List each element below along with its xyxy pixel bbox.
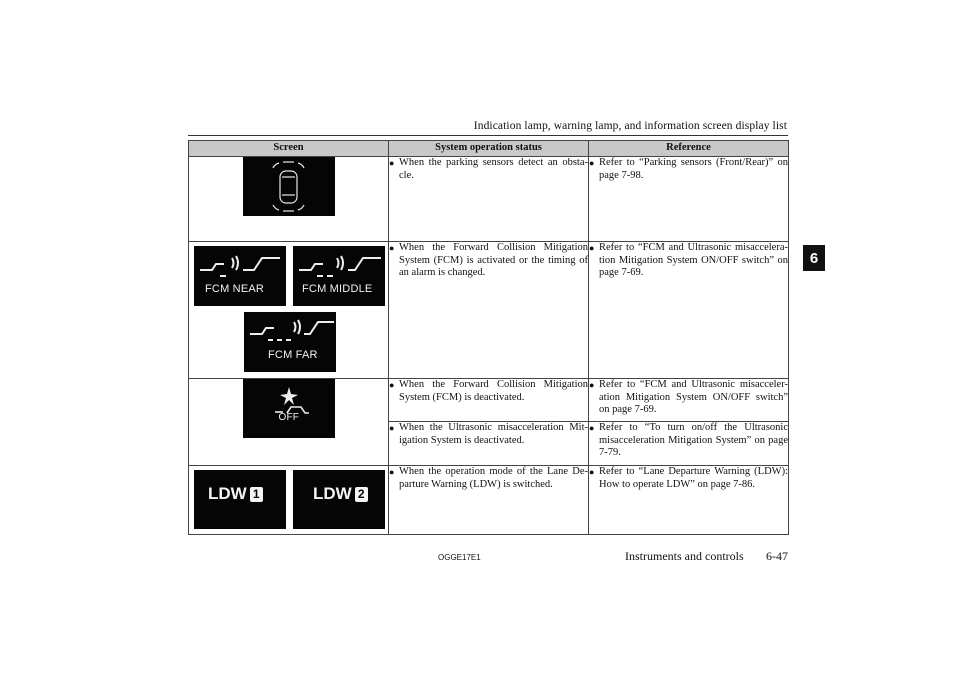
fcm-far-icon [244, 312, 336, 352]
reference-text-fcm-off: Refer to “FCM and Ultrasonic misacceler-ation Mitigation System ON/OFF switch” on page 7-69. [599, 379, 788, 415]
bullet-icon: ● [389, 243, 395, 253]
header-status: System operation status [389, 141, 589, 157]
ldw-mode1-display [194, 470, 286, 529]
bullet-icon: ● [389, 380, 395, 390]
fcm-middle-display [293, 246, 385, 306]
footer-section-title: Instruments and controls [625, 549, 744, 563]
status-text-ultrasonic: When the Ultrasonic misacceleration Mit-igation System is deactivated. [399, 422, 588, 446]
running-head: Indication lamp, warning lamp, and information screen display list [473, 120, 787, 132]
parking-sensor-display [243, 157, 335, 216]
fcm-near-icon [194, 246, 286, 286]
reference-text-ldw: Refer to “Lane Departure Warning (LDW): How to operate LDW” on page 7-86. [599, 466, 788, 490]
screen-cell-fcm-off [189, 379, 389, 466]
reference-cell-fcm [589, 242, 789, 379]
fcm-middle-label: FCM MIDDLE [302, 283, 373, 295]
ldw-mode2-label [313, 484, 368, 504]
page-number: 6-47 [766, 549, 788, 563]
header-rule [188, 135, 788, 136]
screen-cell-ldw [189, 466, 389, 535]
header-screen: Screen [189, 141, 389, 157]
bullet-icon: ● [589, 423, 595, 433]
table-row-fcm-off [189, 379, 789, 422]
bullet-icon: ● [389, 423, 395, 433]
bullet-icon: ● [589, 243, 595, 253]
table-row-ldw [189, 466, 789, 535]
reference-cell-ldw [589, 466, 789, 535]
fcm-off-label: OFF [278, 412, 300, 423]
fcm-near-display [194, 246, 286, 306]
table-row-fcm [189, 242, 789, 379]
ldw-mode1-text: LDW [208, 484, 247, 504]
fcm-middle-icon [293, 246, 385, 286]
status-text-fcm: When the Forward Collision Mitigation System (FCM) is activated or the timing of an alarm is changed. [399, 242, 588, 278]
status-cell-ultrasonic [389, 422, 589, 466]
bullet-icon: ● [589, 380, 595, 390]
table-row-parking [189, 157, 789, 242]
ldw-mode1-label [208, 484, 263, 504]
status-cell-fcm [389, 242, 589, 379]
screen-cell-parking [189, 157, 389, 242]
reference-cell-ultrasonic [589, 422, 789, 466]
ldw-mode2-display [293, 470, 385, 529]
chapter-tab: 6 [803, 245, 825, 271]
reference-cell-fcm-off [589, 379, 789, 422]
parking-sensor-icon [243, 157, 335, 216]
ldw-mode2-text: LDW [313, 484, 352, 504]
ldw-mode1-number: 1 [250, 487, 263, 502]
display-list-table [188, 140, 789, 535]
reference-text-ultrasonic: Refer to “To turn on/off the Ultrasonic misacceleration Mitigation System” on page 7-79. [599, 422, 788, 458]
reference-cell-parking [589, 157, 789, 242]
status-cell-fcm-off [389, 379, 589, 422]
fcm-near-label: FCM NEAR [205, 283, 265, 295]
fcm-off-display [243, 379, 335, 438]
bullet-icon: ● [589, 158, 595, 168]
header-reference: Reference [589, 141, 789, 157]
status-cell-ldw [389, 466, 589, 535]
document-code: OGGE17E1 [438, 553, 481, 562]
status-text-fcm-off: When the Forward Collision Mitigation System (FCM) is deactivated. [399, 379, 588, 403]
status-text-parking: When the parking sensors detect an obsta-cle. [399, 157, 588, 181]
status-cell-parking [389, 157, 589, 242]
reference-text-fcm: Refer to “FCM and Ultrasonic misaccelera-tion Mitigation System ON/OFF switch” on page 7-69. [599, 242, 788, 278]
fcm-far-label: FCM FAR [268, 349, 318, 361]
reference-text-parking: Refer to “Parking sensors (Front/Rear)” on page 7-98. [599, 157, 788, 181]
bullet-icon: ● [589, 467, 595, 477]
ldw-mode2-number: 2 [355, 487, 368, 502]
fcm-far-display [244, 312, 336, 372]
status-text-ldw: When the operation mode of the Lane De-parture Warning (LDW) is switched. [399, 466, 588, 490]
bullet-icon: ● [389, 467, 395, 477]
table-header-row [189, 141, 789, 157]
bullet-icon: ● [389, 158, 395, 168]
screen-cell-fcm [189, 242, 389, 379]
